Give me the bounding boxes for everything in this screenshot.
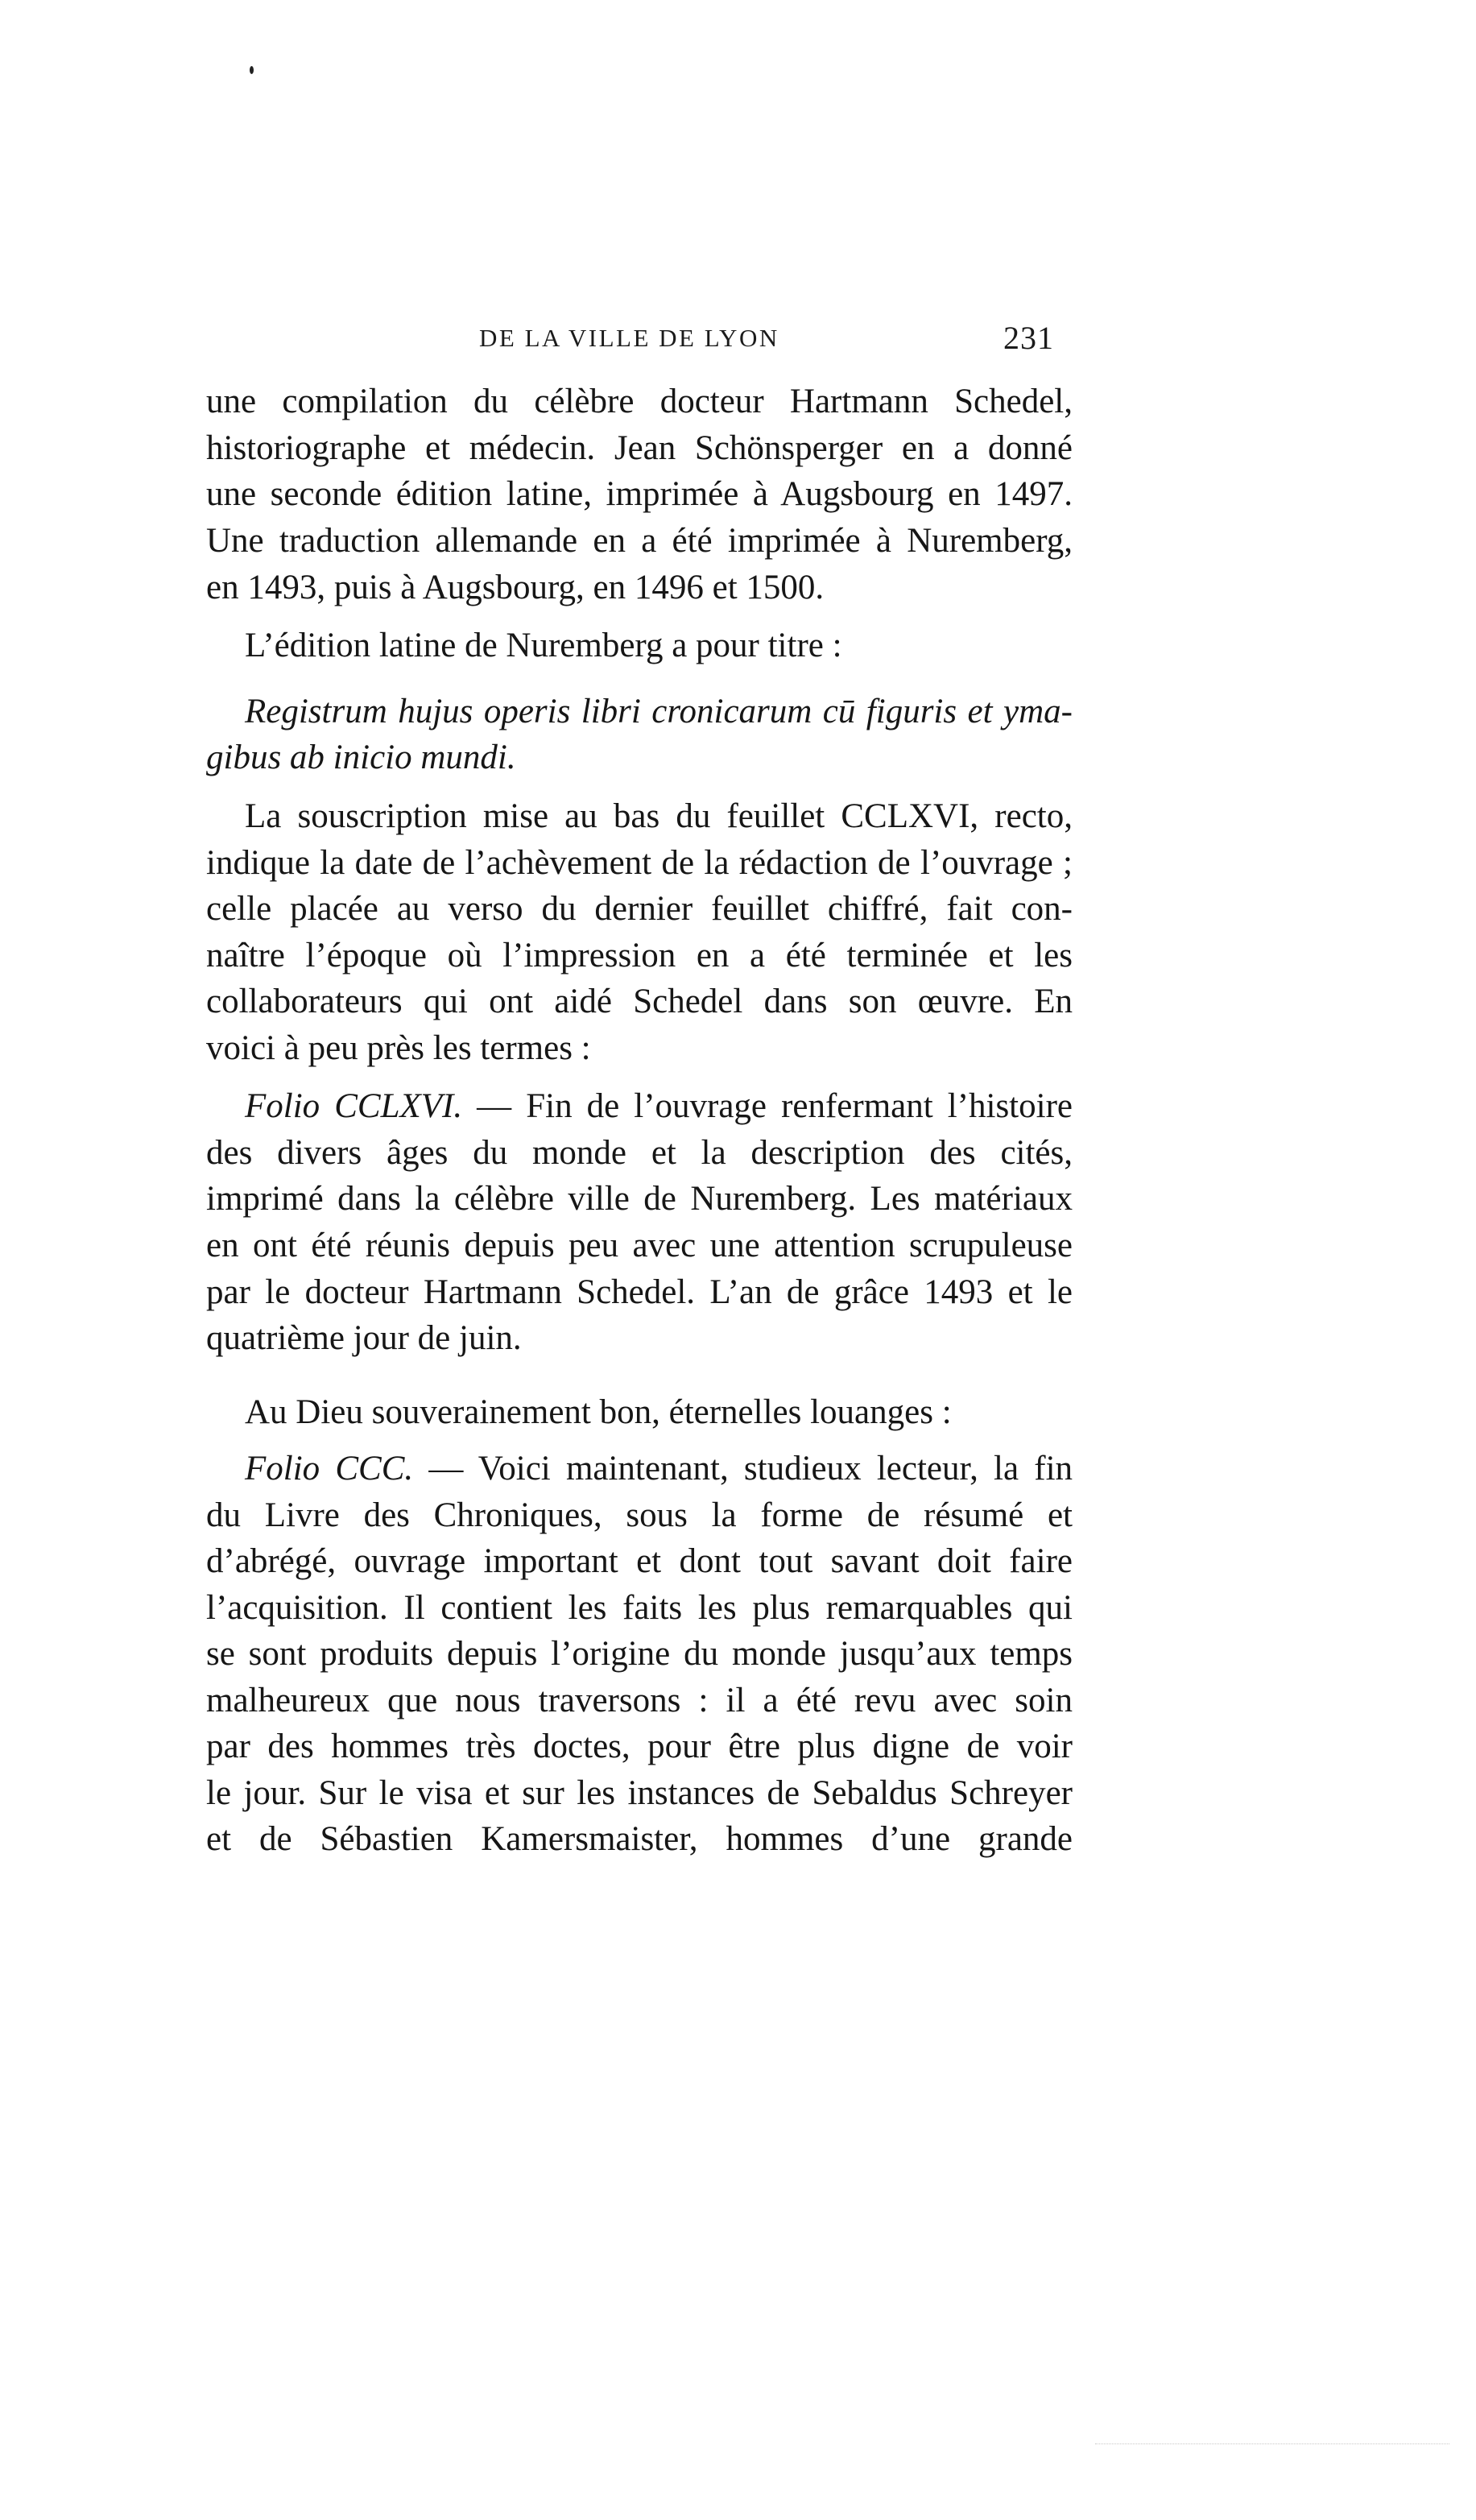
italic-title-line: Registrum hujus operis libri cronicarum cū figuris et yma- [245,693,1073,730]
text-line: des divers âges du monde et la description des cités, [206,1134,1073,1172]
text-line: celle placée au verso du dernier feuillet chiffré, fait con- [206,890,1073,928]
text-line: se sont produits depuis l’origine du monde jusqu’aux temps [206,1635,1073,1673]
text-line: en ont été réunis depuis peu avec une attention scrupuleuse [206,1227,1073,1264]
text-line: malheureux que nous traversons : il a été revu avec soin [206,1682,1073,1719]
italic-title-line: gibus ab inicio mundi. [206,739,516,776]
text-line: une seconde édition latine, imprimée à Augsbourg en 1497. [206,475,1073,513]
text-line: par des hommes très doctes, pour être plus digne de voir [206,1728,1073,1765]
text-line: voici à peu près les termes : [206,1029,591,1067]
text-line [245,1083,1073,1130]
text-line: naître l’époque où l’impression en a été terminée et les [206,937,1073,974]
text-line: historiographe et médecin. Jean Schönsperger en a donné [206,429,1073,467]
text-line: l’acquisition. Il contient les faits les plus remarquables qui [206,1589,1073,1627]
text-span: — Fin de l’ouvrage renfermant l’histoire [462,1087,1073,1125]
running-head: DE LA VILLE DE LYON [479,324,779,352]
text-line: d’abrégé, ouvrage important et dont tout savant doit faire [206,1542,1073,1580]
text-line: du Livre des Chroniques, sous la forme de résumé et [206,1496,1073,1534]
text-line: indique la date de l’achèvement de la rédaction de l’ouvrage ; [206,844,1073,882]
folio-reference: Folio CCLXVI. [245,1087,463,1125]
text-line: La souscription mise au bas du feuillet CCLXVI, recto, [245,797,1073,835]
text-line: imprimé dans la célèbre ville de Nuremberg. Les matériaux [206,1180,1073,1218]
scan-artifact [1095,2443,1449,2445]
text-line: Une traduction allemande en a été imprimée à Nuremberg, [206,522,1073,560]
folio-reference: Folio CCC. [245,1450,414,1488]
text-line: quatrième jour de juin. [206,1319,522,1357]
text-line: le jour. Sur le visa et sur les instances de Sebaldus Schreyer [206,1774,1073,1812]
text-line [245,1446,1073,1492]
page-number: 231 [1003,320,1054,356]
text-line: par le docteur Hartmann Schedel. L’an de grâce 1493 et le [206,1273,1073,1311]
text-line: en 1493, puis à Augsbourg, en 1496 et 1500. [206,569,825,606]
text-line: et de Sébastien Kamersmaister, hommes d’une grande [206,1820,1073,1858]
text-line: Au Dieu souverainement bon, éternelles louanges : [245,1393,952,1431]
text-line: L’édition latine de Nuremberg a pour titre : [245,627,842,664]
text-line: collaborateurs qui ont aidé Schedel dans son œuvre. En [206,983,1073,1020]
ink-speck [250,66,254,74]
text-line: une compilation du célèbre docteur Hartmann Schedel, [206,383,1073,420]
text-span: — Voici maintenant, studieux lecteur, la fin [413,1450,1073,1488]
